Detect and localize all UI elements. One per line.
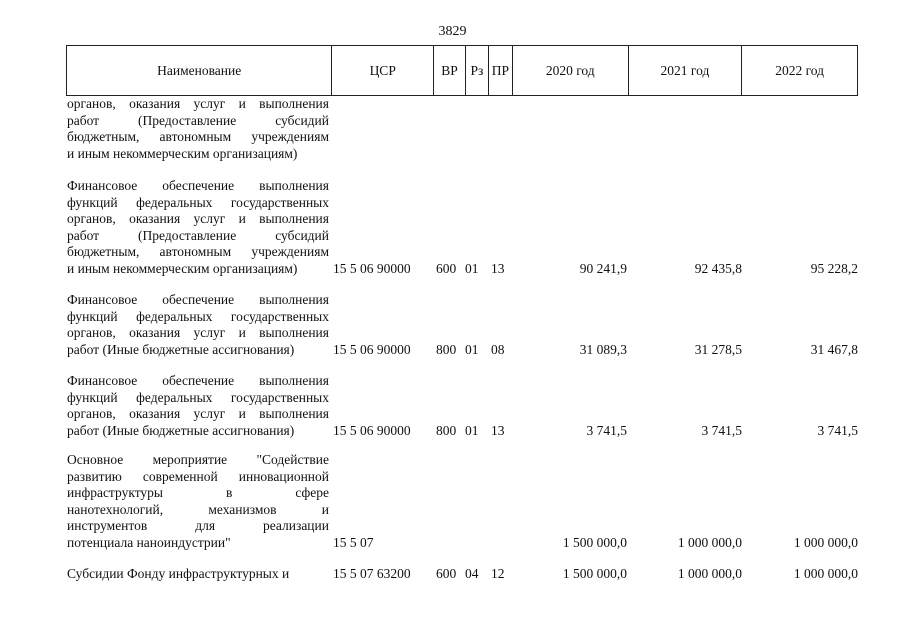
row-name-line: работ (Иные бюджетные ассигнования) [67, 341, 295, 357]
row-name-line: работ (Предоставление субсидий [67, 112, 329, 128]
row-name-line: Финансовое обеспечение выполнения [67, 178, 329, 193]
row-vr: 600 [436, 566, 457, 581]
row-vr: 600 [436, 260, 457, 276]
row-2022: 31 467,8 [810, 341, 858, 357]
header-2020: 2020 год [513, 46, 629, 95]
row-pr: 13 [491, 422, 505, 438]
row-rz: 01 [465, 260, 479, 276]
header-2022: 2022 год [775, 62, 825, 78]
header-name: Наименование [67, 46, 332, 95]
row-name-line: развитию современной инновационной [67, 468, 329, 484]
row-name-line: нанотехнологий, механизмов и [67, 501, 329, 517]
row-2021: 3 741,5 [701, 422, 742, 438]
row-2022: 1 000 000,0 [793, 566, 858, 581]
row-2021: 1 000 000,0 [677, 534, 742, 550]
row-name-line: бюджетным, автономным учреждениям [67, 244, 329, 259]
row-2020: 1 500 000,0 [562, 566, 627, 581]
row-name-line: бюджетным, автономным учреждениям [67, 129, 329, 144]
row-name-line: работ (Иные бюджетные ассигнования) [67, 422, 295, 438]
row-2022: 1 000 000,0 [793, 534, 858, 550]
row-csr: 15 5 06 90000 [333, 422, 411, 438]
row-name-line: функций федеральных государственных [67, 389, 329, 405]
row-pr: 13 [491, 260, 505, 276]
header-csr: ЦСР [332, 46, 434, 95]
row-name-line: работ (Предоставление субсидий [67, 227, 329, 243]
row-name [67, 292, 329, 358]
row-2022: 95 228,2 [810, 260, 858, 276]
row-2020: 3 741,5 [586, 422, 627, 438]
page-number: 3829 [438, 24, 467, 39]
row-name-line: функций федеральных государственных [67, 308, 329, 324]
row-name-line: инструментов для реализации [67, 518, 329, 533]
row-2020: 90 241,9 [579, 260, 627, 276]
header-rz: Рз [466, 46, 489, 95]
row-name-line: Субсидии Фонду инфраструктурных и [67, 566, 290, 581]
row-name-line: и иным некоммерческим организациям) [67, 145, 298, 161]
row-2022: 3 741,5 [817, 422, 858, 438]
row-name-line: органов, оказания услуг и выполнения [67, 406, 329, 421]
row-csr: 15 5 06 90000 [333, 341, 411, 357]
row-name-line: Основное мероприятие "Содействие [67, 452, 329, 467]
row-2021: 31 278,5 [694, 341, 742, 357]
table-header [66, 45, 858, 96]
row-csr: 15 5 07 [333, 534, 374, 550]
row-name-line: органов, оказания услуг и выполнения [67, 211, 329, 226]
row-name-line: инфраструктуры в сфере [67, 485, 329, 500]
row-name-line: Финансовое обеспечение выполнения [67, 292, 329, 307]
row-name [67, 452, 329, 551]
row-2020: 31 089,3 [579, 341, 627, 357]
row-vr: 800 [436, 422, 457, 438]
row-rz: 01 [465, 422, 479, 438]
row-name [67, 566, 329, 583]
row-name [67, 96, 329, 162]
header-vr: ВР [434, 46, 466, 95]
row-pr: 08 [491, 341, 505, 357]
row-name [67, 178, 329, 277]
row-pr: 12 [491, 566, 505, 581]
row-name-line: функций федеральных государственных [67, 194, 329, 210]
header-pr: ПР [489, 46, 513, 95]
row-vr: 800 [436, 341, 457, 357]
row-2021: 1 000 000,0 [677, 566, 742, 581]
row-name [67, 373, 329, 439]
row-name-line: Финансовое обеспечение выполнения [67, 373, 329, 388]
row-rz: 01 [465, 341, 479, 357]
header-2021: 2021 год [629, 46, 743, 95]
row-csr: 15 5 06 90000 [333, 260, 411, 276]
row-name-line: и иным некоммерческим организациям) [67, 260, 298, 276]
row-2020: 1 500 000,0 [562, 534, 627, 550]
row-name-line: органов, оказания услуг и выполнения [67, 325, 329, 340]
row-name-line: потенциала наноиндустрии" [67, 534, 231, 550]
row-2021: 92 435,8 [694, 260, 742, 276]
row-rz: 04 [465, 566, 479, 581]
row-name-line: органов, оказания услуг и выполнения [67, 96, 329, 111]
row-csr: 15 5 07 63200 [333, 566, 411, 581]
